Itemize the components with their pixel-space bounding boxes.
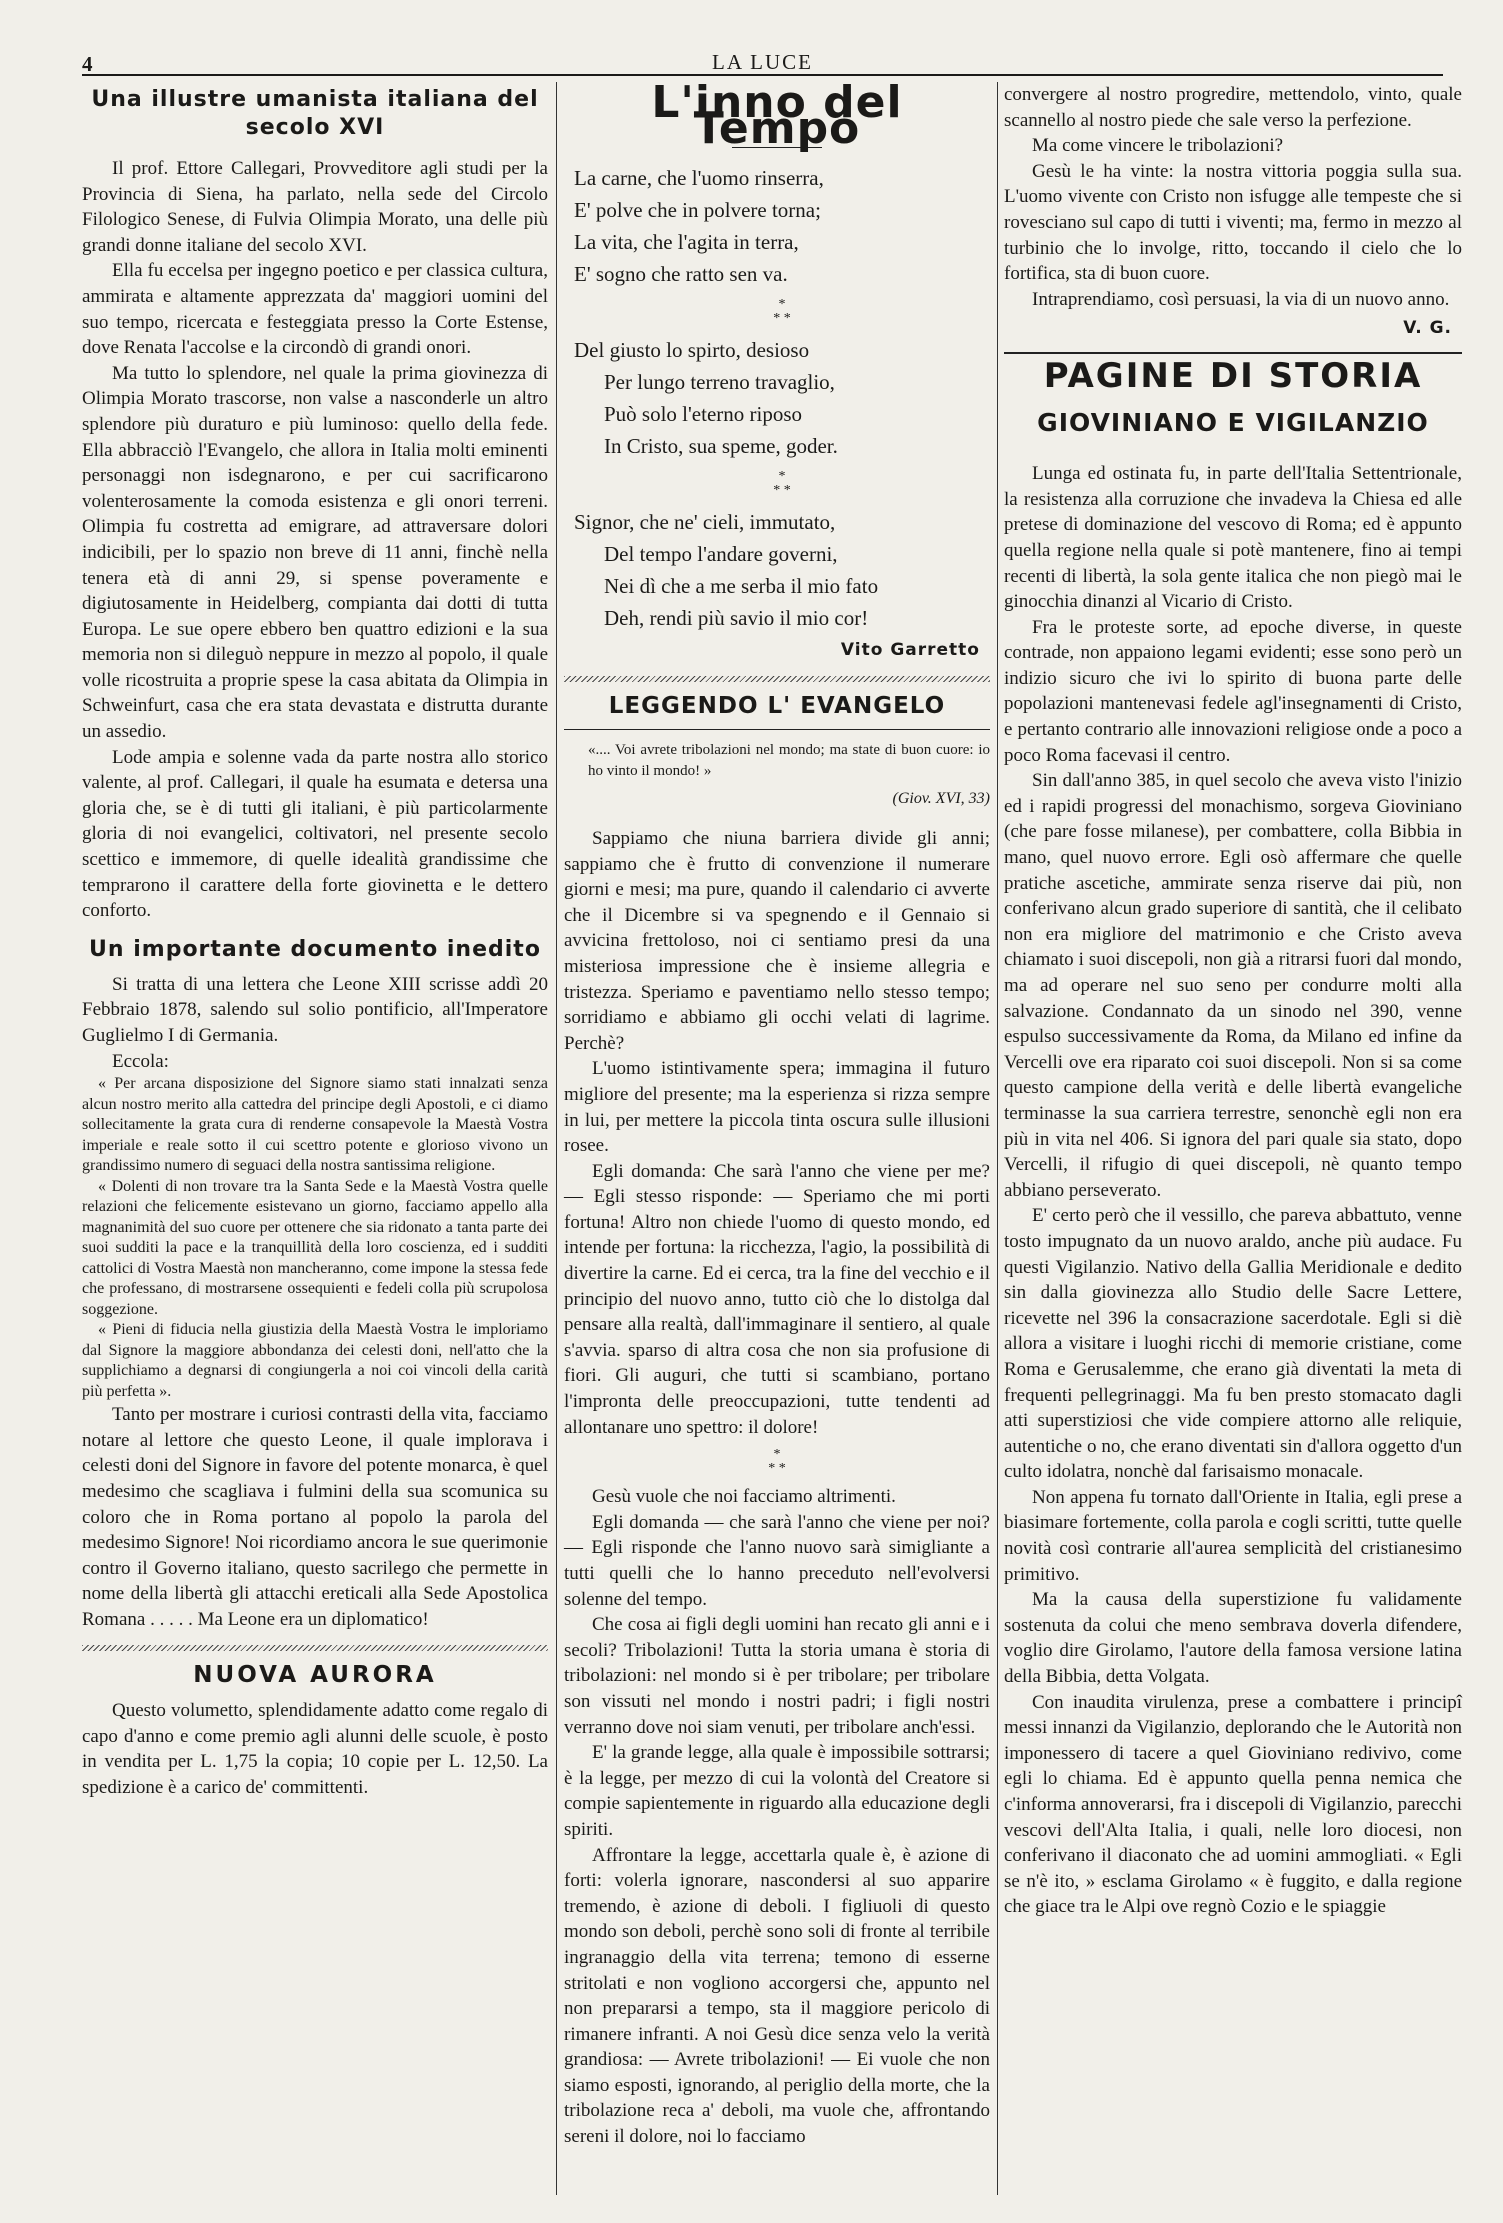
article-signature: V. G.: [1403, 318, 1452, 339]
poem-line: Nei dì che a me serba il mio fato: [604, 574, 879, 599]
quote-paragraph: « Pieni di fiducia nella giustizia della Maestà Vostra le imploriamo dal Signore la maggiore abbondanza dei celesti doni, nell'atto che la supplichiamo a degnarsi di congiungerla a noi coi vincoli della carità più perfetta ».: [82, 1321, 548, 1400]
poem-line: E' polve che in polvere torna;: [574, 198, 821, 223]
paragraph: Ma tutto lo splendore, nel quale la prima giovinezza di Olimpia Morato trascorse, non valse a nasconderle un altro splendore più duraturo e più luminoso: quello della fede. Ella abbracciò l'Evangelo, che allora in Italia molti eminenti personaggi non isdegnarono, e per cui sacrificarono volenterosamente la comoda esistenza e gli onori terreni. Olimpia fu costretta ad emigrare, ad attraversare dolori indicibili, per lo spazio non breve di 11 anni, finchè nella tenera età di anni 29, si spense poveramente e digiutosamente in Heidelberg, compianta dai dotti di tutta Europa. Le sue opere ebbero ben quattro edizioni e la sua memoria non si dileguò neppure in mezzo al popolo, il quale volle ricostruita a proprie spese la casa abitata da Olimpia in Schweinfurt, casa che era stata devastata e distrutta durante un assedio.: [82, 362, 548, 743]
paragraph: Sin dall'anno 385, in quel secolo che aveva visto l'inizio ed i rapidi progressi del monachismo, sorgeva Gioviniano (che pare fosse milanese), per combattere, colla Bibbia in mano, quel nuovo errore. Egli osò affermare che quelle pratiche ascetiche, ammirate senza riserve dai più, non conferivano alcun grado superiore di santità, che il celibato non era migliore del matrimonio e che Cristo aveva chiamato i suoi discepoli, non già a ritrarsi fuori dal mondo, ma ad operare nel suo seno per condurre molti alla salvazione. Condannato da un sinodo nel 390, venne espulso successivamente da Roma, da Milano ed infine da Vercelli ove era riparato coi suoi discepoli. Non si sa come questo campione della verità e delle libertà evangeliche terminasse la sua carriera terrestre, senonchè egli non era più in vita nel 406. Si ignora del pari quale sia stato, dopo Vercelli, il rifugio di quei discepoli, nè quanto tempo abbiano perseverato.: [1004, 770, 1462, 1201]
paragraph: Gesù vuole che noi facciamo altrimenti.: [592, 1486, 896, 1508]
poem-line: Deh, rendi più savio il mio cor!: [604, 606, 869, 631]
paragraph: E' la grande legge, alla quale è impossibile sottrarsi; è la legge, per mezzo di cui la volontà del Creatore si compie sapientemente in riguardo alla educazione degli spiriti.: [564, 1742, 990, 1840]
epigraph-reference: (Giov. XVI, 33): [892, 790, 990, 808]
page-number: 4: [82, 52, 93, 76]
article-title-gioviniano: GIOVINIANO E VIGILANZIO: [1037, 407, 1429, 437]
paragraph: Ella fu eccelsa per ingegno poetico e per classica cultura, ammirata e altamente apprezzata da' maggiori uomini del suo tempo, ricercata e festeggiata presso la Corte Estense, dove Renata l'accolse e la circondò di grandi onori.: [82, 260, 548, 359]
article-title-documento: Un importante documento inedito: [89, 936, 541, 962]
asterism: * * *: [773, 297, 791, 327]
poem-line: Signor, che ne' cieli, immutato,: [574, 510, 836, 535]
title-rule: [564, 729, 990, 730]
paragraph: Il prof. Ettore Callegari, Provveditore agli studi per la Provincia di Siena, ha parlato, nella sede del Circolo Filologico Senese, di Fulvia Olimpia Morato, una delle più grandi donne italiane del secolo XVI.: [82, 158, 548, 256]
section-rule: [1004, 352, 1462, 354]
paragraph: Sappiamo che niuna barriera divide gli anni; sappiamo che è frutto di convenzione il numerare giorni e mesi; ma pure, quando il calendario ci avverte che il Dicembre si va spegnendo e il Gennaio si avvicina frettoloso, noi ci sentiamo presi da una misteriosa impressione che è insieme allegria e tristezza. Speriamo e paventiamo nello stesso tempo; sorridiamo e abbiamo gli occhi velati di lagrime. Perchè?: [564, 827, 990, 1054]
poem-line: Del giusto lo spirto, desioso: [574, 338, 810, 363]
paragraph: Eccola:: [112, 1050, 169, 1072]
article-title-evangelo: LEGGENDO L' EVANGELO: [608, 692, 946, 719]
article-title-morato: Una illustre umanista italiana del secolo XVI: [91, 87, 539, 140]
poem-line: Può solo l'eterno riposo: [604, 402, 803, 427]
page-header: [82, 48, 1443, 76]
paragraph: Lunga ed ostinata fu, in parte dell'Italia Settentrionale, la resistenza alla corruzione che invadeva la Chiesa ed alle pretese di dominazione del vescovo di Roma; ed è appunto quella regione nella quale si potè mantenere, fino ai tempi recenti di libertà, la sola gente italica che non piegò mai le ginocchia dinanzi al Vicario di Cristo.: [1004, 463, 1462, 613]
article-title-nuova-aurora: NUOVA AURORA: [193, 1661, 437, 1688]
poem-line: Per lungo terreno travaglio,: [604, 370, 835, 395]
paragraph: Affrontare la legge, accettarla quale è, è azione di forti: volerla ignorare, nascondersi al suo apparire tremendo, è azione di deboli. I figliuoli di questo mondo son deboli, perchè sono soli di fronte al terribile ingranaggio della vita terrena; temono di esserne stritolati e non vogliono accorgersi che, appunto nel non prepararsi a tempo, sta il maggiore pericolo di rimanere infranti. A noi Gesù dice senza velo la verità grandiosa: — Avrete tribolazioni! — Ei vuole che non siamo esposti, ignorando, al periglio della morte, che la tribolazione reca a' deboli, ma vuole che, affrontando sereni il dolore, noi lo facciamo: [564, 1844, 990, 2148]
column-1: [82, 82, 548, 1801]
poem-line: La carne, che l'uomo rinserra,: [574, 166, 824, 191]
column-2: [564, 77, 990, 2150]
poem-title: L'inno del Tempo: [651, 77, 903, 154]
quote-paragraph: « Dolenti di non trovare tra la Santa Sede e la Maestà Vostra quelle relazioni che felicemente esistevano un giorno, facciamo appello alla magnanimità del suo cuore per ottenere che sia ridonato a tanta parte dei suoi sudditi la pace e la tranquillità della loro coscienza, ed i sudditi cattolici di Vostra Maestà non mancheranno, come impone la stessa fede che professano, di mostrarsene ossequienti e fedeli colla più scrupolosa soggezione.: [82, 1177, 548, 1318]
epigraph: «.... Voi avrete tribolazioni nel mondo; ma state di buon cuore: io ho vinto il mondo! »: [588, 742, 990, 780]
newspaper-title: LA LUCE: [712, 50, 813, 74]
poem: [564, 162, 990, 634]
paragraph: Ma la causa della superstizione fu validamente sostenuta da colui che meno sembrava doverla difendere, voglio dire Girolamo, l'autore della famosa versione latina della Bibbia, detta Volgata.: [1004, 1589, 1462, 1688]
paragraph: Che cosa ai figli degli uomini han recato gli anni e i secoli? Tribolazioni! Tutta la storia umana è storia di tribolazioni: nel mondo si è per tribolare; per tribolare son vissuti nel mondo i nostri padri; i figli nostri verranno dove noi siam venuti, per tribolare anch'essi.: [564, 1614, 990, 1738]
paragraph: Lode ampia e solenne vada da parte nostra allo storico valente, al prof. Callegari, il quale ha esumata e detersa una gloria che, se è di tutti gli italiani, è più particolarmente gloria di noi evangelici, coltivatori, nel presente secolo scettico e immemore, di quelle idealità grandissime che temprarono il carattere della forte giovinetta e le dettero conforto.: [82, 746, 548, 922]
wavy-divider: [82, 1645, 548, 1651]
paragraph: convergere al nostro progredire, mettendolo, vinto, quale scannello al nostro piede che sale verso la perfezione.: [1004, 84, 1462, 131]
poem-author: Vito Garretto: [840, 640, 980, 661]
column-divider: [556, 82, 557, 2195]
column-3: [1004, 82, 1462, 1920]
asterism: * * *: [768, 1447, 786, 1477]
section-title: PAGINE DI STORIA: [1043, 355, 1423, 396]
column-divider: [997, 82, 998, 2195]
paragraph: Tanto per mostrare i curiosi contrasti della vita, facciamo notare al lettore che questo Leone, il quale implorava i celesti doni del Signore in favore del potente monarca, è quel medesimo che scagliava i fulmini della sua scomunica su coloro che in Roma portano al popolo la parola del medesimo Signore! Noi ricordiamo ancora le sue querimonie contro il Governo italiano, questo sacrilego che permette in nome della libertà gli attacchi ereticali alla Sede Apostolica Romana . . . . . Ma Leone era un diplomatico!: [82, 1404, 548, 1630]
wavy-divider: [564, 676, 990, 682]
paragraph: Egli domanda: Che sarà l'anno che viene per me? — Egli stesso risponde: — Speriamo che mi porti fortuna! Altro non chiede l'uomo di questo mondo, ed intende per fortuna: la ricchezza, l'agio, la possibilità di divertire la carne. Ed ei cerca, tra la fine del vecchio e il principio del nuovo anno, tutto ciò che lo distolga dal pensare alla realtà, dall'immaginare il sentiero, al quale s'avvia. sparso di altra cosa che non sia profusione di fiori. Gli auguri, che tutti si scambiano, portano l'impronta delle preoccupazioni, tutte tendenti ad allontanare uno spettro: il dolore!: [564, 1160, 990, 1438]
paragraph: Con inaudita virulenza, prese a combattere i principî messi innanzi da Vigilanzio, deplorando che le Autorità non imponessero di tacere a quel Gioviniano redivivo, come egli lo chiama. Ed è appunto quella penna nemica che c'informa annoverarsi, fra i discepoli di Vigilanzio, parecchi vescovi dell'Alta Italia, i quali, nelle loro diocesi, non conferivano il diaconato che ad uomini ammogliati. « Egli se n'è ito, » esclama Girolamo « è fuggito, e dalla regione che giace tra le Alpi ove regnò Cozio e le spiaggie: [1004, 1691, 1462, 1918]
paragraph: Gesù le ha vinte: la nostra vittoria poggia sulla sua. L'uomo vivente con Cristo non isfugge alle tempeste che si rovesciano sul capo di tutti i viventi; ma, fermo in mezzo al turbinio che lo involge, ritto, toccando il cielo che lo fortifica, sta di buon cuore.: [1004, 160, 1462, 285]
letter-quote: [82, 1074, 548, 1402]
poem-line: Del tempo l'andare governi,: [604, 542, 838, 567]
paragraph: Ma come vincere le tribolazioni?: [1032, 135, 1284, 157]
quote-paragraph: « Per arcana disposizione del Signore siamo stati innalzati senza alcun nostro merito alla cattedra del principe degli Apostoli, e ci diamo sollecitamente la grata cura di renderne consapevole la Maestà Vostra imperiale e reale sotto il cui scettro potente e glorioso vivono un grandissimo numero di seguaci della nostra santissima religione.: [82, 1075, 548, 1175]
asterism: * * *: [773, 469, 791, 499]
poem-line: In Cristo, sua speme, goder.: [604, 434, 838, 459]
paragraph: L'uomo istintivamente spera; immagina il futuro migliore del presente; ma la esperienza si rizza sempre in lui, per mettere la piccola tinta oscura sulle illusioni rosee.: [564, 1058, 990, 1157]
paragraph: Questo volumetto, splendidamente adatto come regalo di capo d'anno e come premio agli alunni delle scuole, è posto in vendita per L. 1,75 la copia; 10 copie per L. 12,50. La spedizione è a carico de' committenti.: [82, 1700, 548, 1798]
paragraph: E' certo però che il vessillo, che pareva abbattuto, venne tosto impugnato da un nuovo araldo, anche più audace. Fu questi Vigilanzio. Nativo della Gallia Meridionale e dedito sin dalla giovinezza allo Studio delle Sacre Lettere, ricevette nel 396 la consacrazione sacerdotale. Egli si diè allora a visitare i luoghi ricchi di memorie cristiane, come Roma e Gerusalemme, che erano già diventati la meta di frequenti pellegrinaggi. Ma fu ben presto stomacato dagli atti superstiziosi che vide compiere attorno alle reliquie, autentiche o no, che erano diventati sin d'allora oggetto d'un culto idolatra, nonchè dal farisaismo monacale.: [1004, 1205, 1462, 1483]
paragraph: Intraprendiamo, così persuasi, la via di un nuovo anno.: [1032, 288, 1450, 310]
poem-line: La vita, che l'agita in terra,: [574, 230, 799, 255]
paragraph: Egli domanda — che sarà l'anno che viene per noi? — Egli risponde che l'anno nuovo sarà simigliante a tutti quelli che lo hanno preceduto nell'evolversi solenne del tempo.: [564, 1511, 990, 1610]
paragraph: Fra le proteste sorte, ad epoche diverse, in queste contrade, non appaiono legami evidenti; esse sono però un indizio sicuro che ivi lo spirito di buona parte delle popolazioni mantenevasi fedele agl'insegnamenti di Cristo, e pertanto contrario alle innovazioni religiose onde a poco a poco Roma facevasi il centro.: [1004, 616, 1462, 766]
poem-line: E' sogno che ratto sen va.: [574, 262, 788, 287]
paragraph: Non appena fu tornato dall'Oriente in Italia, egli prese a biasimare fortemente, colla parola e cogli scritti, tutte quelle novità così contrarie all'aurea semplicità del cristianesimo primitivo.: [1004, 1486, 1462, 1585]
paragraph: Si tratta di una lettera che Leone XIII scrisse addì 20 Febbraio 1878, salendo sul solio pontificio, all'Imperatore Guglielmo I di Germania.: [82, 973, 548, 1046]
